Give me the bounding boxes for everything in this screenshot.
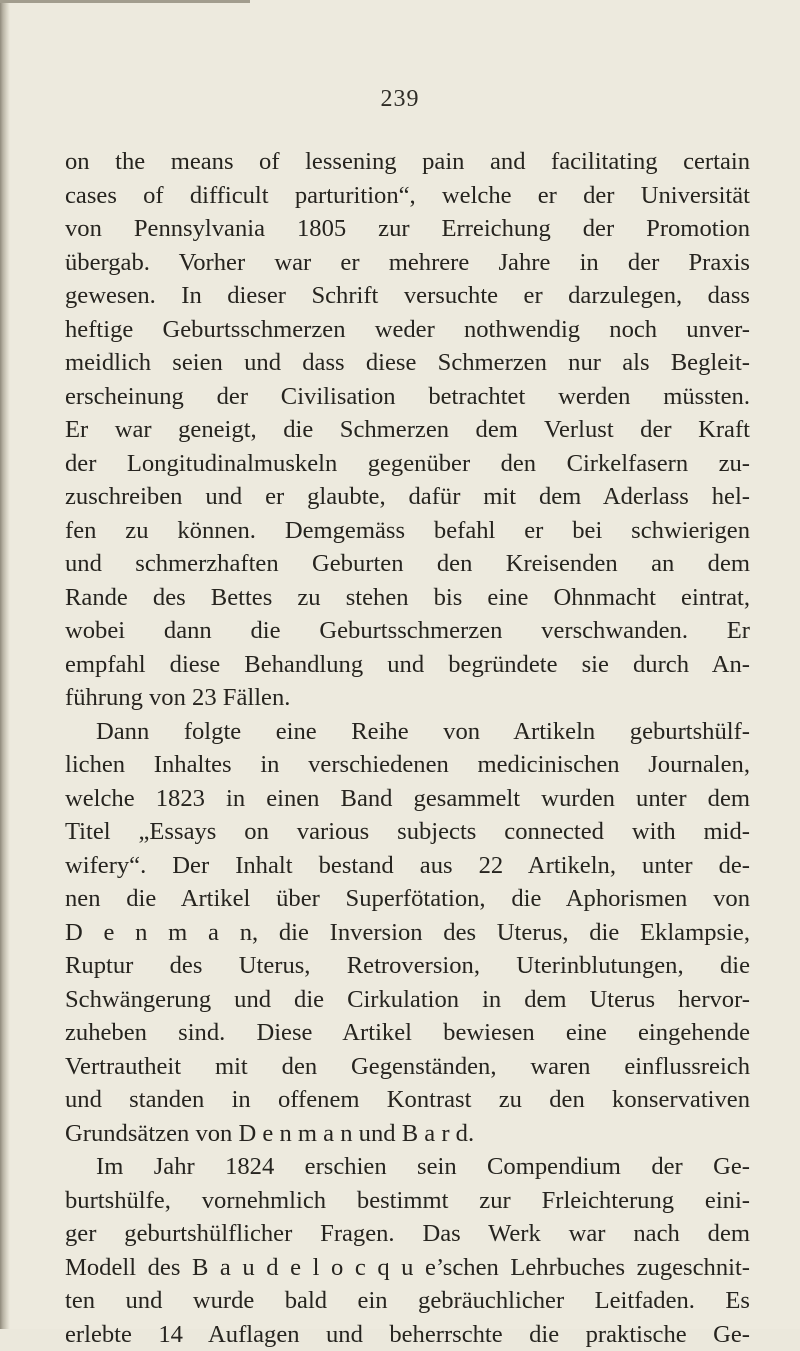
text-line: Modell des B a u d e l o c q u e’schen Lehrbuches zugeschnit- (65, 1251, 750, 1285)
text-line: fen zu können. Demgemäss befahl er bei schwierigen (65, 514, 750, 548)
text-line: erscheinung der Civilisation betrachtet werden müssten. (65, 380, 750, 414)
text-line: und standen in offenem Kontrast zu den konservativen (65, 1083, 750, 1117)
text-line: der Longitudinalmuskeln gegenüber den Cirkelfasern zu- (65, 447, 750, 481)
text-line: führung von 23 Fällen. (65, 681, 750, 715)
text-line: Dann folgte eine Reihe von Artikeln geburtshülf- (65, 715, 750, 749)
text-line: Titel „Essays on various subjects connected with mid- (65, 815, 750, 849)
text-line: wifery“. Der Inhalt bestand aus 22 Artikeln, unter de- (65, 849, 750, 883)
text-line: burtshülfe, vornehmlich bestimmt zur Frleichterung eini- (65, 1184, 750, 1218)
text-line: zuschreiben und er glaubte, dafür mit dem Aderlass hel- (65, 480, 750, 514)
text-line: gewesen. In dieser Schrift versuchte er darzulegen, dass (65, 279, 750, 313)
text-line: Vertrautheit mit den Gegenständen, waren einflussreich (65, 1050, 750, 1084)
text-line: erlebte 14 Auflagen und beherrschte die praktische Ge- (65, 1318, 750, 1351)
page-number: 239 (0, 84, 800, 114)
text-line: empfahl diese Behandlung und begründete sie durch An- (65, 648, 750, 682)
text-line: lichen Inhaltes in verschiedenen medicinischen Journalen, (65, 748, 750, 782)
top-edge-rule (0, 0, 250, 3)
text-line: von Pennsylvania 1805 zur Erreichung der Promotion (65, 212, 750, 246)
text-line: welche 1823 in einen Band gesammelt wurden unter dem (65, 782, 750, 816)
text-line: zuheben sind. Diese Artikel bewiesen eine eingehende (65, 1016, 750, 1050)
text-line: nen die Artikel über Superfötation, die Aphorismen von (65, 882, 750, 916)
text-line: Rande des Bettes zu stehen bis eine Ohnmacht eintrat, (65, 581, 750, 615)
page-binding-edge (0, 0, 10, 1329)
text-line: heftige Geburtsschmerzen weder nothwendig noch unver- (65, 313, 750, 347)
text-line: und schmerzhaften Geburten den Kreisenden an dem (65, 547, 750, 581)
text-line: wobei dann die Geburtsschmerzen verschwanden. Er (65, 614, 750, 648)
text-line: Schwängerung und die Cirkulation in dem Uterus hervor- (65, 983, 750, 1017)
text-line: Im Jahr 1824 erschien sein Compendium der Ge- (65, 1150, 750, 1184)
text-line: cases of difficult parturition“, welche er der Universität (65, 179, 750, 213)
text-line: Ruptur des Uterus, Retroversion, Uterinblutungen, die (65, 949, 750, 983)
text-line: ger geburtshülflicher Fragen. Das Werk war nach dem (65, 1217, 750, 1251)
text-line: ten und wurde bald ein gebräuchlicher Leitfaden. Es (65, 1284, 750, 1318)
body-text (65, 145, 750, 1351)
text-line: D e n m a n, die Inversion des Uterus, die Eklampsie, (65, 916, 750, 950)
text-line: Er war geneigt, die Schmerzen dem Verlust der Kraft (65, 413, 750, 447)
text-line: übergab. Vorher war er mehrere Jahre in der Praxis (65, 246, 750, 280)
text-line: meidlich seien und dass diese Schmerzen nur als Begleit- (65, 346, 750, 380)
text-line: Grundsätzen von D e n m a n und B a r d. (65, 1117, 750, 1151)
text-line: on the means of lessening pain and facilitating certain (65, 145, 750, 179)
